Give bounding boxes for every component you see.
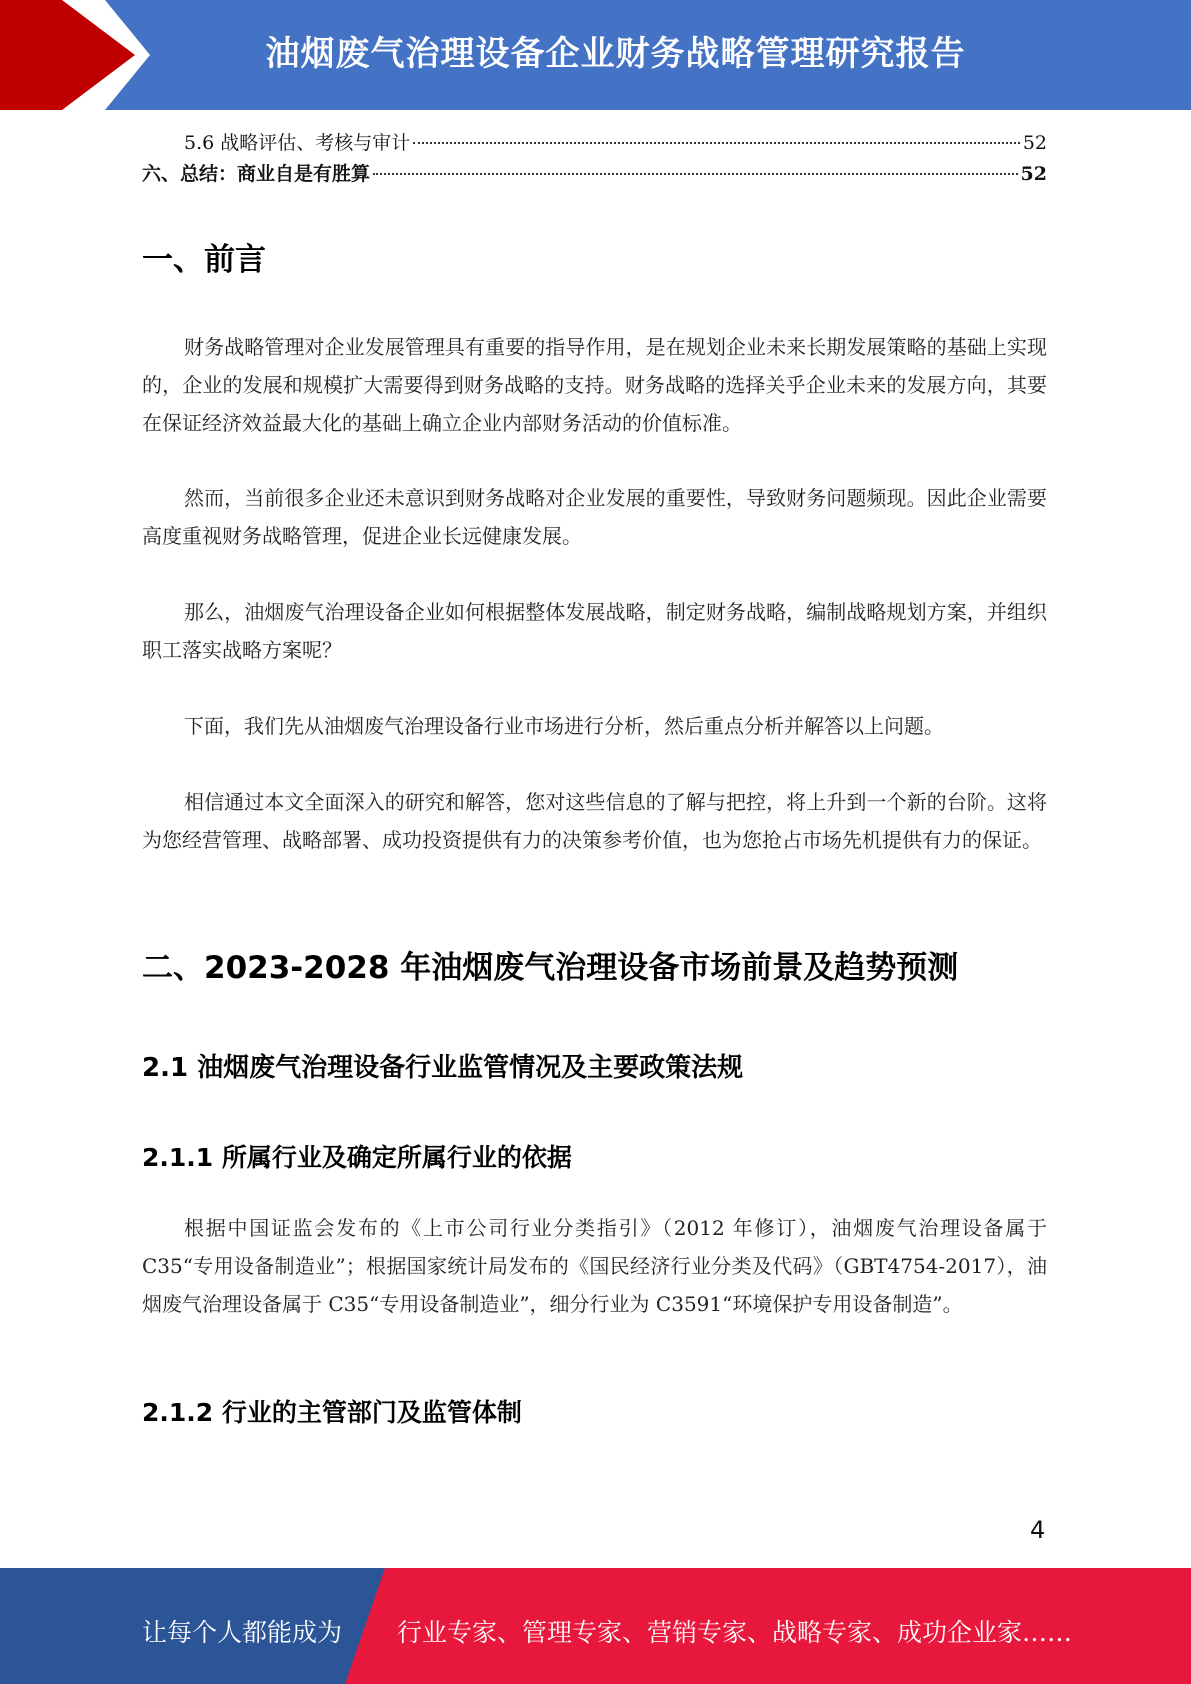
footer-slogan-right: 行业专家、管理专家、营销专家、战略专家、成功企业家…… [397,1618,1073,1647]
toc-leader-dots [413,142,1020,144]
toc-entry[interactable] [142,159,1047,187]
paragraph: 下面，我们先从油烟废气治理设备行业市场进行分析，然后重点分析并解答以上问题。 [184,714,944,738]
subsection-heading: 2.1 油烟废气治理设备行业监管情况及主要政策法规 [142,1053,744,1083]
section-heading-forecast: 二、2023-2028 年油烟废气治理设备市场前景及趋势预测 [142,950,959,986]
paragraph: 财务战略管理对企业发展管理具有重要的指导作用，是在规划企业未来长期发展策略的基础上实现的，企业的发展和规模扩大需要得到财务战略的支持。财务战略的选择关乎企业未来的发展方向，其要在保证经济效益最大化的基础上确立企业内部财务活动的价值标准。 [142,335,1047,435]
toc-entry-page: 52 [1022,132,1047,154]
report-title: 油烟废气治理设备企业财务战略管理研究报告 [265,34,966,74]
paragraph: 那么，油烟废气治理设备企业如何根据整体发展战略，制定财务战略，编制战略规划方案，并组织职工落实战略方案呢？ [142,600,1047,662]
section-heading-preface: 一、前言 [142,242,266,278]
footer-slogan-left: 让每个人都能成为 [142,1618,343,1647]
page-number: 4 [1030,1516,1046,1544]
toc-leader-dots [373,173,1018,175]
paragraph: 根据中国证监会发布的《上市公司行业分类指引》（2012 年修订），油烟废气治理设备属于 C35“专用设备制造业”；根据国家统计局发布的《国民经济行业分类及代码》（GBT4754-2017），油烟废气治理设备属于 C35“专用设备制造业”，细分行业为 C3591“环境保护专用设备制造”。 [142,1216,1047,1316]
paragraph: 然而，当前很多企业还未意识到财务战略对企业发展的重要性，导致财务问题频现。因此企业需要高度重视财务战略管理，促进企业长远健康发展。 [142,486,1047,548]
subsubsection-heading: 2.1.2 行业的主管部门及监管体制 [142,1398,522,1427]
toc-entry-page: 52 [1020,163,1047,185]
toc-entry-label: 5.6 战略评估、考核与审计 [184,132,411,154]
toc-entry[interactable] [184,128,1047,156]
page-footer [0,1568,1191,1684]
toc-entry-label: 六、总结：商业自是有胜算 [142,163,371,185]
paragraph: 相信通过本文全面深入的研究和解答，您对这些信息的了解与把控，将上升到一个新的台阶。这将为您经营管理、战略部署、成功投资提供有力的决策参考价值，也为您抢占市场先机提供有力的保证。 [142,790,1047,852]
page-header [0,0,1191,110]
subsubsection-heading: 2.1.1 所属行业及确定所属行业的依据 [142,1143,572,1172]
